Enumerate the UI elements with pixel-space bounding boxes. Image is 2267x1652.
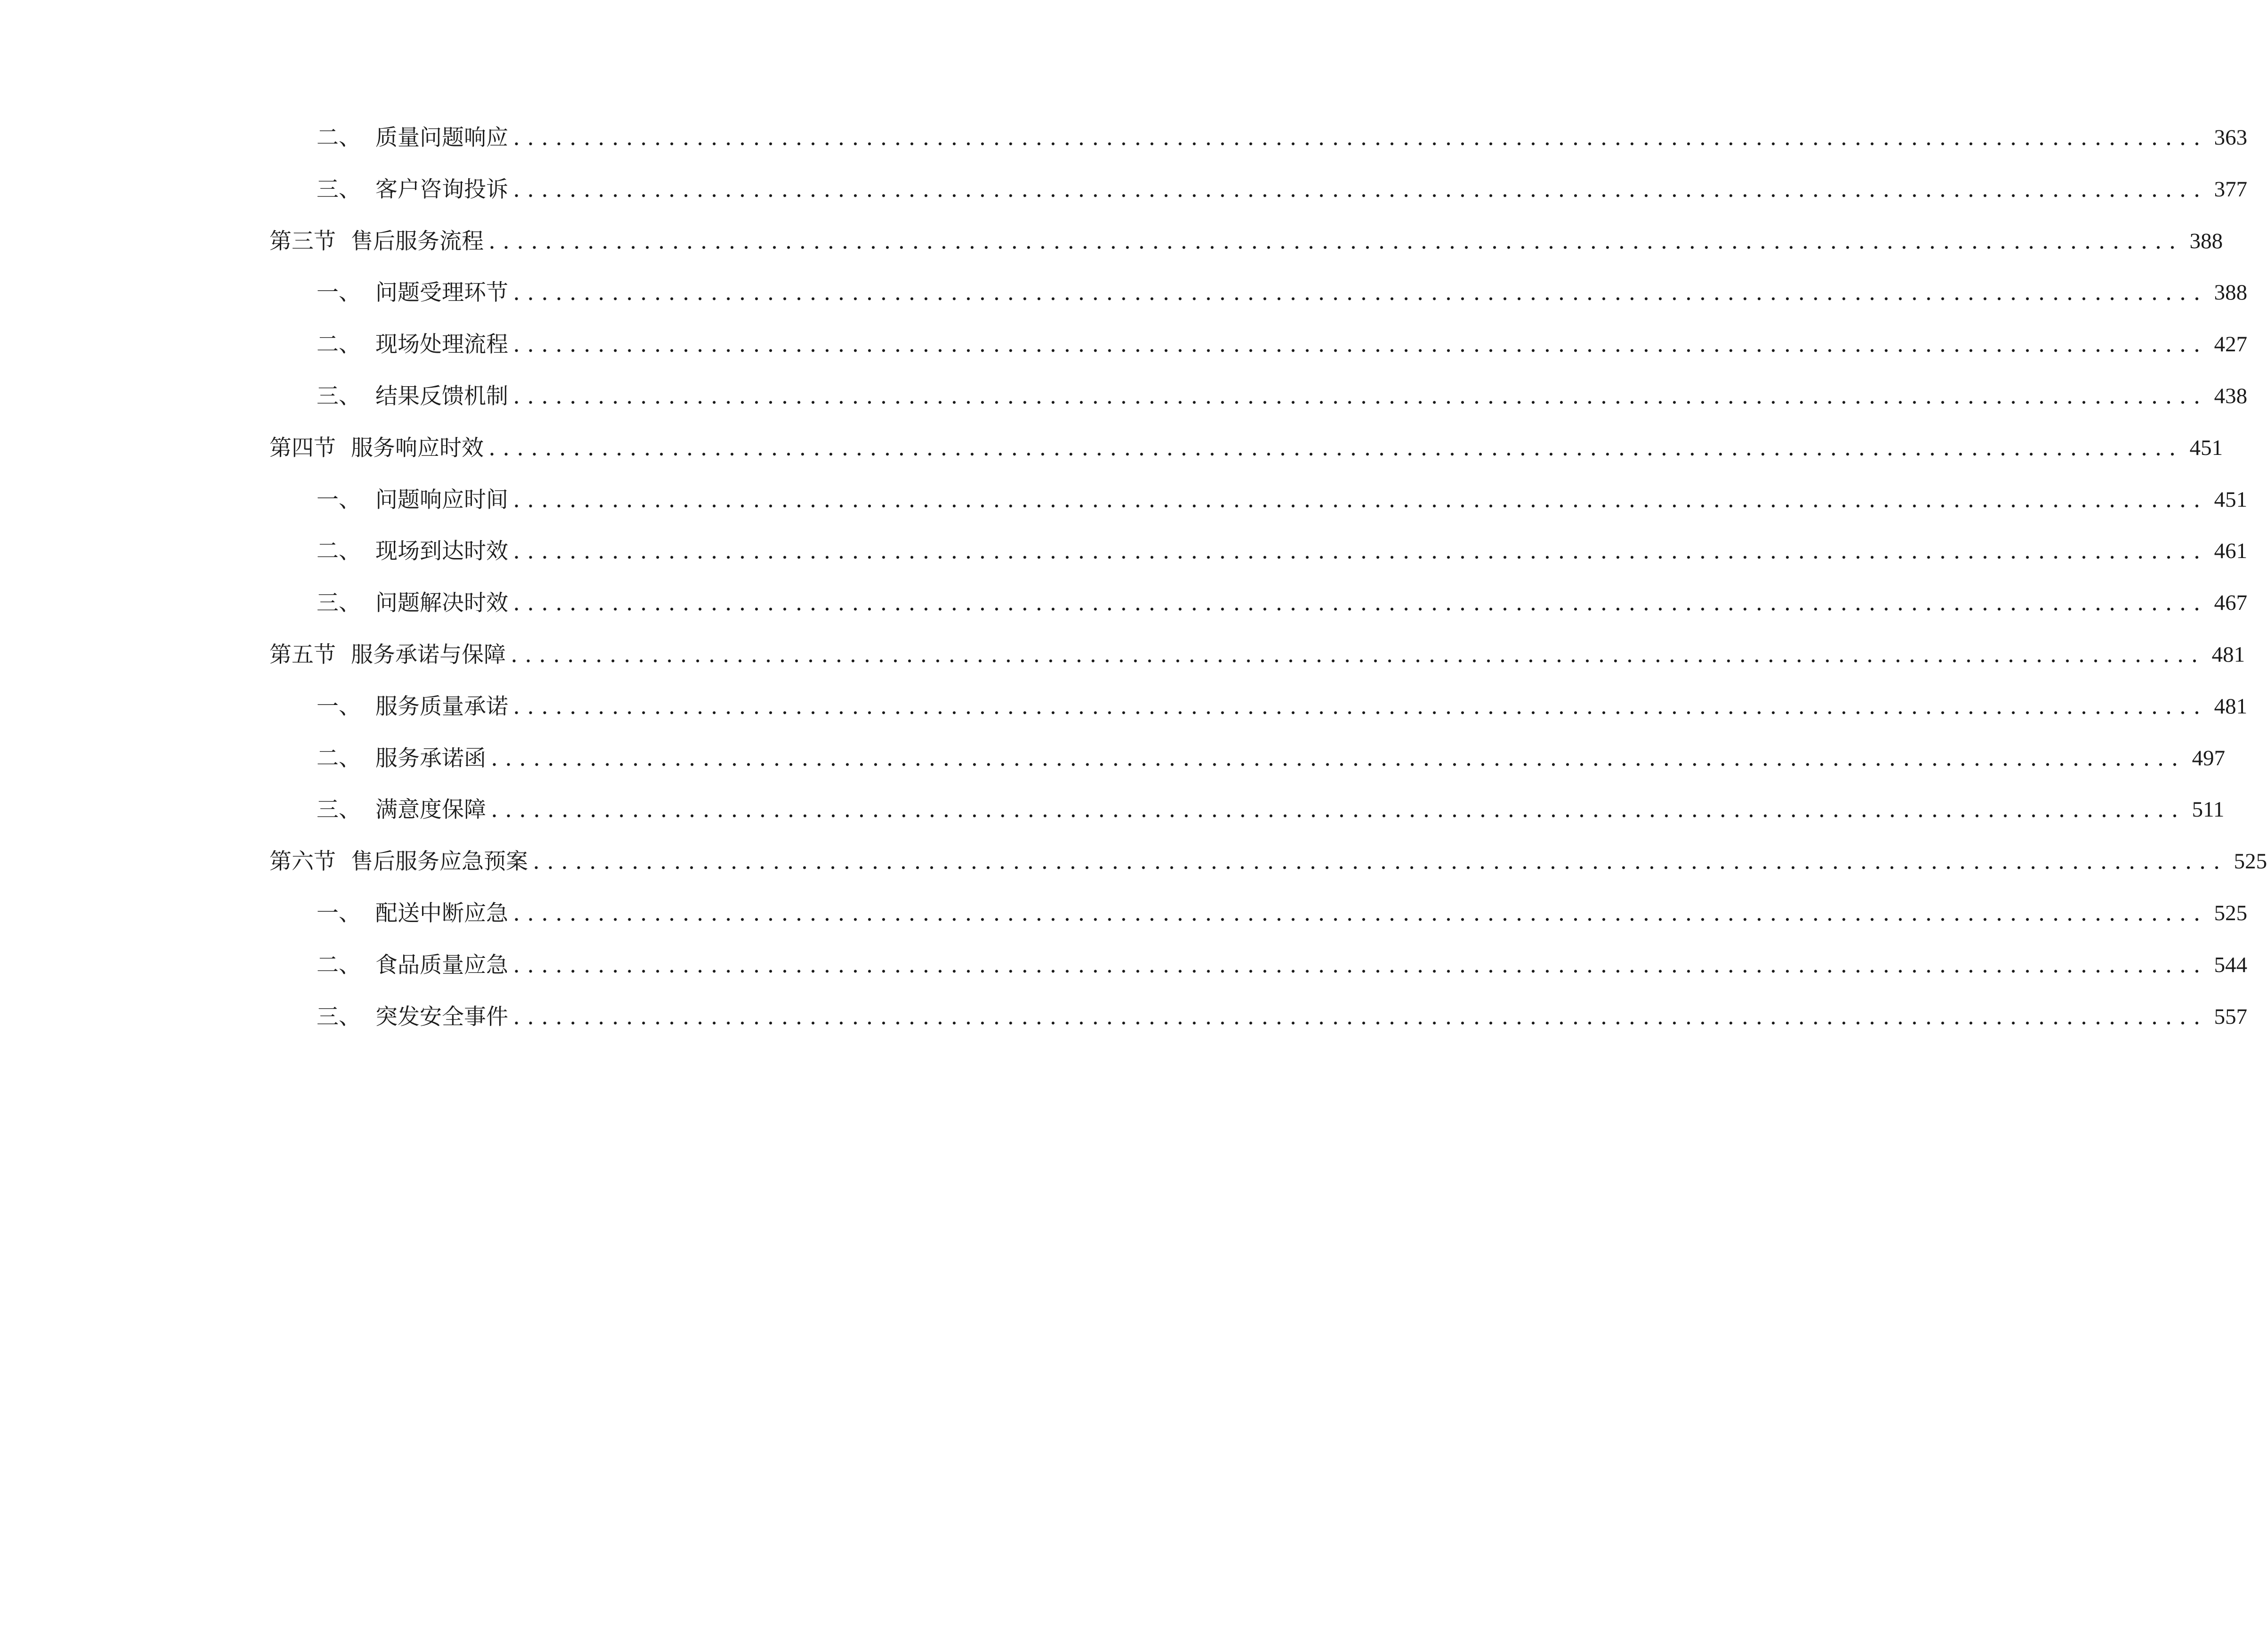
toc-entry-label xyxy=(317,954,508,976)
toc-dot-leader: ........................................................................................................................ xyxy=(513,1004,2208,1030)
toc-entry-number: 第三节 xyxy=(269,228,336,254)
toc-dot-leader: ........................................................................................................................ xyxy=(533,848,2227,875)
toc-entry-label xyxy=(317,333,508,356)
toc-page-number: 525 xyxy=(2214,900,2248,925)
toc-entry-number: 二、 xyxy=(317,538,361,564)
toc-dot-leader: ........................................................................................................................ xyxy=(513,331,2208,357)
toc-entry-label xyxy=(317,796,486,823)
toc-subsection-entry[interactable] xyxy=(317,481,2248,518)
toc-entry-number: 第六节 xyxy=(269,848,336,875)
toc-entry-title: 问题响应时间 xyxy=(375,486,508,513)
toc-entry-number: 二、 xyxy=(317,745,361,771)
toc-entry-number: 第五节 xyxy=(269,641,336,668)
toc-dot-leader: ........................................................................................................................ xyxy=(513,279,2208,306)
toc-entry-number: 二、 xyxy=(317,124,361,151)
toc-entry-title: 服务响应时效 xyxy=(351,435,484,461)
toc-dot-leader: ........................................................................................................................ xyxy=(513,590,2208,616)
toc-dot-leader: ........................................................................................................................ xyxy=(513,124,2208,151)
toc-subsection-entry[interactable] xyxy=(317,325,2248,363)
toc-entry-number: 一、 xyxy=(317,693,361,720)
toc-entry-title: 满意度保障 xyxy=(375,796,486,823)
toc-entry-title: 结果反馈机制 xyxy=(375,383,508,409)
toc-page-number: 363 xyxy=(2214,125,2248,150)
toc-page-number: 451 xyxy=(2189,435,2223,460)
toc-subsection-entry[interactable] xyxy=(317,274,2248,311)
toc-entry-number: 三、 xyxy=(317,176,361,202)
toc-subsection-entry[interactable] xyxy=(317,119,2248,156)
toc-subsection-entry[interactable] xyxy=(317,532,2248,570)
toc-entry-number: 第四节 xyxy=(269,435,336,461)
toc-page-number: 377 xyxy=(2214,177,2248,202)
toc-entry-label xyxy=(269,437,484,459)
toc-page-number: 544 xyxy=(2214,952,2248,977)
toc-entry-title: 服务承诺函 xyxy=(375,745,486,771)
toc-subsection-entry[interactable] xyxy=(317,584,2248,622)
toc-page-number: 511 xyxy=(2192,797,2225,822)
toc-entry-title: 食品质量应急 xyxy=(375,952,508,978)
toc-entry-title: 售后服务应急预案 xyxy=(351,848,528,875)
toc-entry-label xyxy=(317,178,508,201)
toc-entry-number: 二、 xyxy=(317,331,361,357)
toc-subsection-entry[interactable] xyxy=(317,998,2248,1036)
toc-subsection-entry[interactable] xyxy=(317,894,2248,932)
toc-page-number: 497 xyxy=(2192,745,2226,770)
toc-page-number: 557 xyxy=(2214,1004,2248,1029)
toc-dot-leader: ........................................................................................................................ xyxy=(491,745,2186,771)
toc-entry-number: 一、 xyxy=(317,279,361,306)
toc-entry-label xyxy=(317,486,508,513)
toc-subsection-entry[interactable] xyxy=(317,739,2226,777)
toc-dot-leader: ........................................................................................................................ xyxy=(491,796,2186,823)
toc-dot-leader: ........................................................................................................................ xyxy=(513,486,2208,513)
toc-entry-label xyxy=(317,747,486,769)
toc-entry-title: 质量问题响应 xyxy=(375,124,508,151)
toc-section-entry[interactable] xyxy=(269,429,2223,467)
toc-subsection-entry[interactable] xyxy=(317,170,2248,208)
toc-page-number: 461 xyxy=(2214,538,2248,563)
toc-dot-leader: ........................................................................................................................ xyxy=(513,952,2208,978)
toc-entry-title: 客户咨询投诉 xyxy=(375,176,508,202)
toc-entry-title: 售后服务流程 xyxy=(351,228,484,254)
toc-entry-number: 二、 xyxy=(317,952,361,978)
toc-page-number: 388 xyxy=(2189,228,2223,253)
toc-dot-leader: ........................................................................................................................ xyxy=(488,228,2183,254)
toc-dot-leader: ........................................................................................................................ xyxy=(513,176,2208,202)
toc-entry-label xyxy=(317,1006,508,1028)
toc-subsection-entry[interactable] xyxy=(317,791,2225,828)
toc-entry-title: 配送中断应急 xyxy=(375,900,508,926)
toc-entry-number: 三、 xyxy=(317,796,361,823)
toc-entry-label xyxy=(317,693,508,720)
toc-entry-label xyxy=(317,124,508,151)
toc-dot-leader: ........................................................................................................................ xyxy=(513,693,2208,720)
toc-entry-label xyxy=(317,592,508,614)
toc-entry-title: 现场处理流程 xyxy=(375,331,508,357)
toc-entry-title: 问题解决时效 xyxy=(375,590,508,616)
toc-subsection-entry[interactable] xyxy=(317,377,2248,415)
toc-entry-title: 现场到达时效 xyxy=(375,538,508,564)
toc-entry-label xyxy=(317,540,508,562)
toc-entry-label xyxy=(317,902,508,924)
toc-entry-number: 一、 xyxy=(317,900,361,926)
toc-entry-label xyxy=(269,230,484,252)
toc-page-number: 467 xyxy=(2214,590,2248,615)
toc-entry-title: 突发安全事件 xyxy=(375,1004,508,1030)
toc-entry-title: 服务承诺与保障 xyxy=(351,641,506,668)
toc-entry-label xyxy=(269,641,506,668)
toc-entry-number: 三、 xyxy=(317,590,361,616)
toc-page-number: 388 xyxy=(2214,280,2248,305)
toc-page-number: 451 xyxy=(2214,487,2248,512)
toc-entry-title: 问题受理环节 xyxy=(375,279,508,306)
toc-page-number: 525 xyxy=(2234,849,2267,874)
toc-entry-number: 三、 xyxy=(317,1004,361,1030)
toc-subsection-entry[interactable] xyxy=(317,688,2248,725)
toc-entry-title: 服务质量承诺 xyxy=(375,693,508,720)
toc-page-number: 481 xyxy=(2211,642,2245,667)
toc-entry-label xyxy=(317,279,508,306)
toc-dot-leader: ........................................................................................................................ xyxy=(513,900,2208,926)
toc-entry-label xyxy=(269,850,528,873)
toc-section-entry[interactable] xyxy=(269,636,2245,673)
toc-dot-leader: ........................................................................................................................ xyxy=(513,383,2208,409)
toc-dot-leader: ........................................................................................................................ xyxy=(513,538,2208,564)
toc-dot-leader: ........................................................................................................................ xyxy=(488,435,2183,461)
toc-dot-leader: ........................................................................................................................ xyxy=(511,641,2205,668)
toc-page-number: 427 xyxy=(2214,332,2248,356)
toc-page-number: 481 xyxy=(2214,694,2248,719)
toc-entry-number: 三、 xyxy=(317,383,361,409)
toc-section-entry[interactable] xyxy=(269,222,2223,260)
toc-entry-number: 一、 xyxy=(317,486,361,513)
toc-section-entry[interactable] xyxy=(269,842,2267,880)
toc-page-number: 438 xyxy=(2214,383,2248,408)
toc-subsection-entry[interactable] xyxy=(317,946,2248,984)
toc-entry-label xyxy=(317,385,508,407)
